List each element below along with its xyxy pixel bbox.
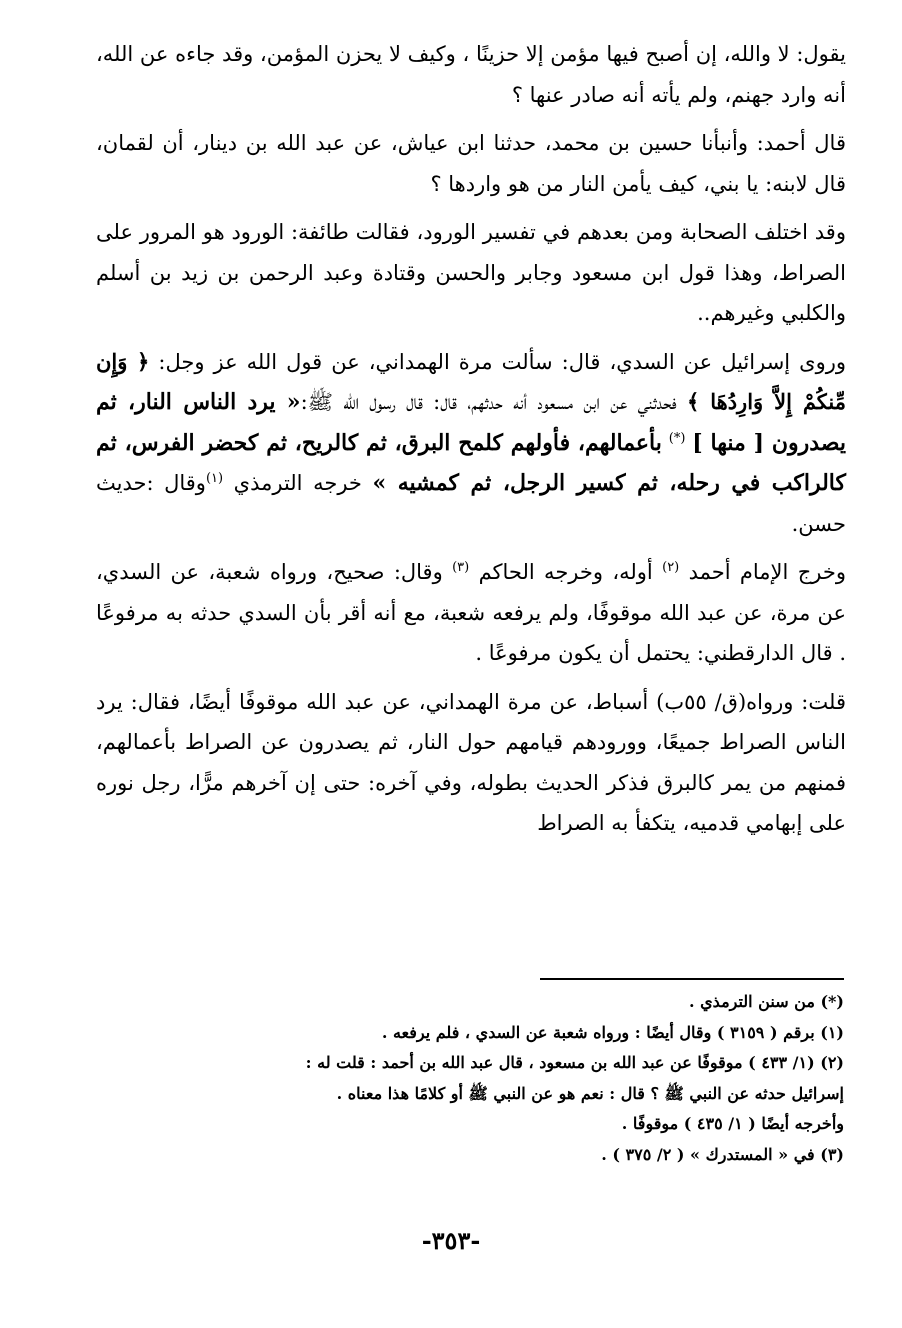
page-number: -٣٥٣- — [421, 1226, 481, 1255]
paragraph-3-text: وقد اختلف الصحابة ومن بعدهم في تفسير الورود، فقالت طائفة: الورود هو المرور على الصراط، وهذا قول ابن مسعود وجابر والحسن وقتادة وعبد الرحمن بن زيد بن أسلم والكلبي وغيرهم.. — [96, 220, 846, 325]
paragraph-4-intro: وروى إسرائيل عن السدي، قال: سألت مرة الهمداني، عن قول الله عز وجل: — [158, 349, 846, 374]
footnote-2-line-2: إسرائيل حدثه عن النبي ﷺ ؟ قال : نعم هو عن النبي ﷺ أو كلامًا هذا معناه . — [336, 1083, 844, 1103]
quran-verse: ﴿ وَإِن مِّنكُمْ إِلاَّ وَارِدُهَا ﴾ — [96, 348, 846, 414]
paragraph-5-part-c: وقال: صحيح، ورواه شعبة، عن السدي، عن مرة، عن عبد الله موقوفًا، ولم يرفعه شعبة، مع أنه أقر بأن السدي حدثه به مرفوعًا . قال الدارقطني: يحتمل أن يكون مرفوعًا . — [96, 560, 846, 665]
hadith-text-part-2: بأعمالهم، فأولهم كلمح البرق، ثم كالريح، ثم كحضر الفرس، ثم كالراكب في رحله، ثم كسير الرجل، ثم كمشيه » — [96, 429, 846, 496]
paragraph-1 — [96, 34, 846, 115]
paragraph-2-text: قال أحمد: وأنبأنا حسين بن محمد، حدثنا ابن عياش، عن عبد الله بن دينار، أن لقمان، قال لابنه: يا بني، كيف يأمن النار من هو واردها ؟ — [96, 131, 846, 196]
takhrij-text: خرجه الترمذي — [233, 471, 362, 495]
paragraph-2 — [96, 123, 846, 204]
paragraph-5-part-a: وخرج الإمام أحمد — [688, 560, 846, 584]
paragraph-5-part-b: أوله، وخرجه الحاكم — [478, 560, 653, 584]
paragraph-6 — [96, 682, 846, 844]
footnotes — [96, 987, 844, 1170]
footnote-ref-3: (٣) — [452, 560, 470, 575]
footnote-2-line-3: وأخرجه أيضًا ( ١/ ٤٣٥ ) موقوفًا . — [621, 1114, 844, 1133]
footnote-star-marker: (*) — [668, 430, 686, 446]
paragraph-4 — [96, 342, 846, 545]
paragraph-4-middle: فحدثني عن ابن مسعود أنه حدثهم، قال: قال رسول الله ﷺ: — [300, 390, 677, 414]
paragraph-6-text: قلت: ورواه(ق/ ٥٥ب) أسباط، عن مرة الهمداني، عن عبد الله موقوفًا أيضًا، فقال: يرد الناس الصراط جميعًا، وورودهم قيامهم حول النار، ثم يصدرون عن الصراط بأعمالهم، فمنهم من يمر كالبرق فذكر الحديث بطوله، وفي آخره: حتى إن آخرهم مرًّا، رجل نوره على إبهامي قدميه، يتكفأ به الصراط — [96, 689, 846, 835]
footnote-star: (*) من سنن الترمذي . — [689, 992, 844, 1011]
footnote-1: (١) برقم ( ٣١٥٩ ) وقال أيضًا : ورواه شعبة عن السدي ، فلم يرفعه . — [381, 1022, 844, 1042]
paragraph-5 — [96, 552, 846, 674]
footnote-ref-1: (١) — [205, 471, 224, 486]
footnote-3: (٣) في « المستدرك » ( ٢/ ٣٧٥ ) . — [601, 1144, 844, 1164]
paragraph-3 — [96, 212, 846, 334]
paragraph-4-end: وقال :حديث حسن. — [96, 471, 846, 536]
hadith-text-part-1: « يرد الناس النار، ثم يصدرون [ منها ] — [96, 389, 846, 456]
footnote-separator — [540, 978, 844, 980]
paragraph-1-text: يقول: لا والله، إن أصبح فيها مؤمن إلا حزينًا ، وكيف لا يحزن المؤمن، وقد جاءه عن الله، أنه وارد جهنم، ولم يأته أنه صادر عنها ؟ — [96, 42, 846, 107]
footnote-2-line-1: (٢) (١/ ٤٣٣ ) موقوفًا عن عبد الله بن مسعود ، قال عبد الله بن أحمد : قلت له : — [305, 1053, 844, 1072]
footnote-ref-2: (٢) — [662, 560, 680, 575]
